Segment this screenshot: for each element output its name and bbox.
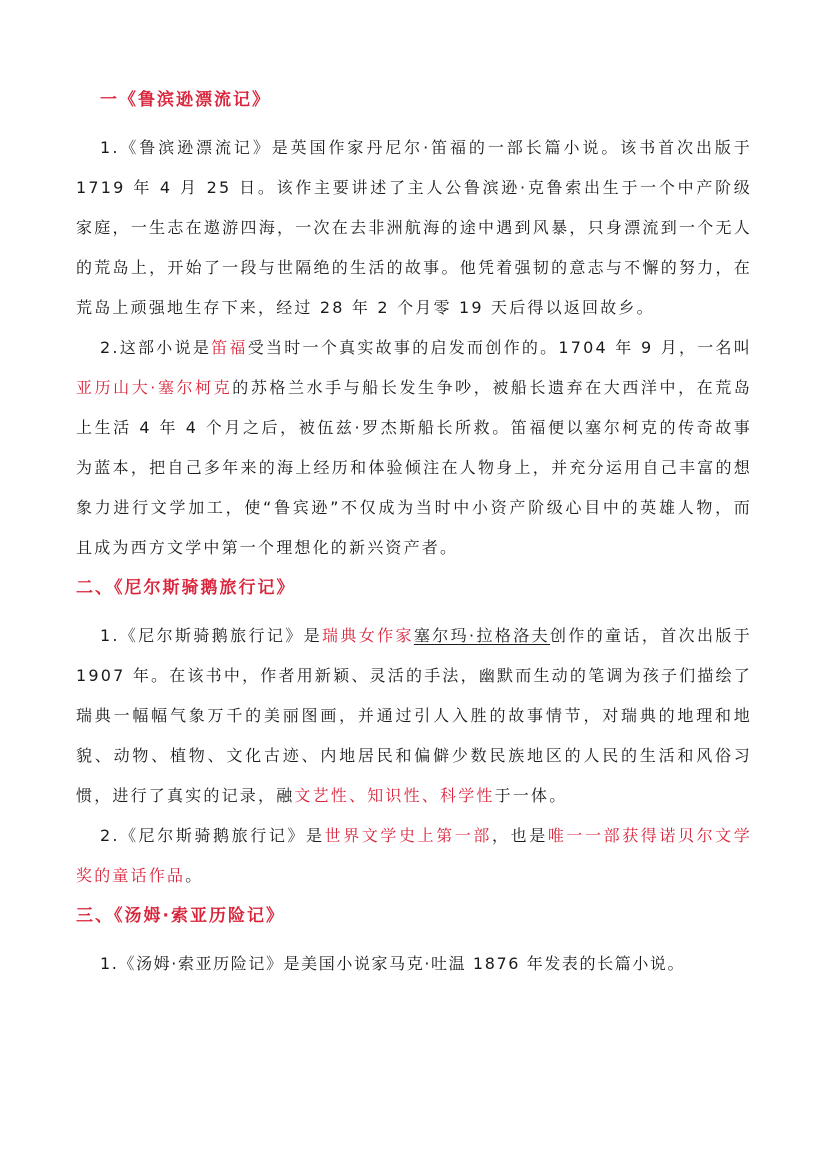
highlight-nobel: 唯一一部获得诺贝尔文学奖的童话作品 xyxy=(76,826,752,885)
paragraph: 1.《鲁滨逊漂流记》是英国作家丹尼尔·笛福的一部长篇小说。该书首次出版于 1719 年 4 月 25 日。该作主要讲述了主人公鲁滨逊·克鲁索出生于一个中产阶级家庭，一生志在遨游四海，一次在去非洲航海的途中遇到风暴，只身漂流到一个无人的荒岛上，开始了一段与世隔绝的生活的故事。他凭着强韧的意志与不懈的努力，在荒岛上顽强地生存下来，经过 28 年 2 个月零 19 天后得以返回故乡。 xyxy=(76,138,752,317)
text-run: 。 xyxy=(185,866,204,885)
highlight-qualities: 文艺性、知识性、科学性 xyxy=(294,786,495,805)
text-run: 2.这部小说是 xyxy=(100,338,212,357)
document-page xyxy=(76,80,752,984)
paragraph: 1.《汤姆·索亚历险记》是美国小说家马克·吐温 1876 年发表的长篇小说。 xyxy=(100,954,686,973)
text-run: 的苏格兰水手与船长发生争吵，被船长遗弃在大西洋中，在荒岛上生活 4 年 4 个月之后，被伍兹·罗杰斯船长所救。笛福便以塞尔柯克的传奇故事为蓝本，把自己多年来的海上经历和体验倾注在人物身上，并充分运用自己丰富的想象力进行文学加工，使“鲁宾逊”不仅成为当时中小资产阶级心目中的英雄人物，而且成为西方文学中第一个理想化的新兴资产者。 xyxy=(76,378,752,557)
text-run: 于一体。 xyxy=(494,786,568,805)
highlight-first: 世界文学史上第一部 xyxy=(324,826,493,845)
paragraph xyxy=(76,616,752,816)
underlined-author-name: 塞尔玛·拉格洛夫 xyxy=(413,626,550,645)
text-run: ，也是 xyxy=(492,826,548,845)
highlight-author-desc: 瑞典女作家 xyxy=(322,626,414,645)
paragraph xyxy=(76,816,752,896)
highlight-person: 亚历山大·塞尔柯克 xyxy=(76,378,233,397)
highlight-author: 笛福 xyxy=(211,338,248,357)
text-run: 创作的童话，首次出版于 1907 年。在该书中，作者用新颖、灵活的手法，幽默而生动的笔调为孩子们描绘了瑞典一幅幅气象万千的美丽图画，并通过引人入胜的故事情节，对瑞典的地理和地貌、动物、植物、文化古迹、内地居民和偏僻少数民族地区的人民的生活和风俗习惯，进行了真实的记录，融 xyxy=(76,626,752,805)
text-run: 2.《尼尔斯骑鹅旅行记》是 xyxy=(100,826,325,845)
text-run: 受当时一个真实故事的启发而创作的。1704 年 9 月，一名叫 xyxy=(247,338,753,357)
section-heading: 二、《尼尔斯骑鹅旅行记》 xyxy=(76,578,296,598)
paragraph xyxy=(76,328,752,568)
section-heading: 三、《汤姆·索亚历险记》 xyxy=(76,906,285,926)
section-heading: 一《鲁滨逊漂流记》 xyxy=(100,90,271,110)
text-run: 1.《尼尔斯骑鹅旅行记》是 xyxy=(100,626,322,645)
